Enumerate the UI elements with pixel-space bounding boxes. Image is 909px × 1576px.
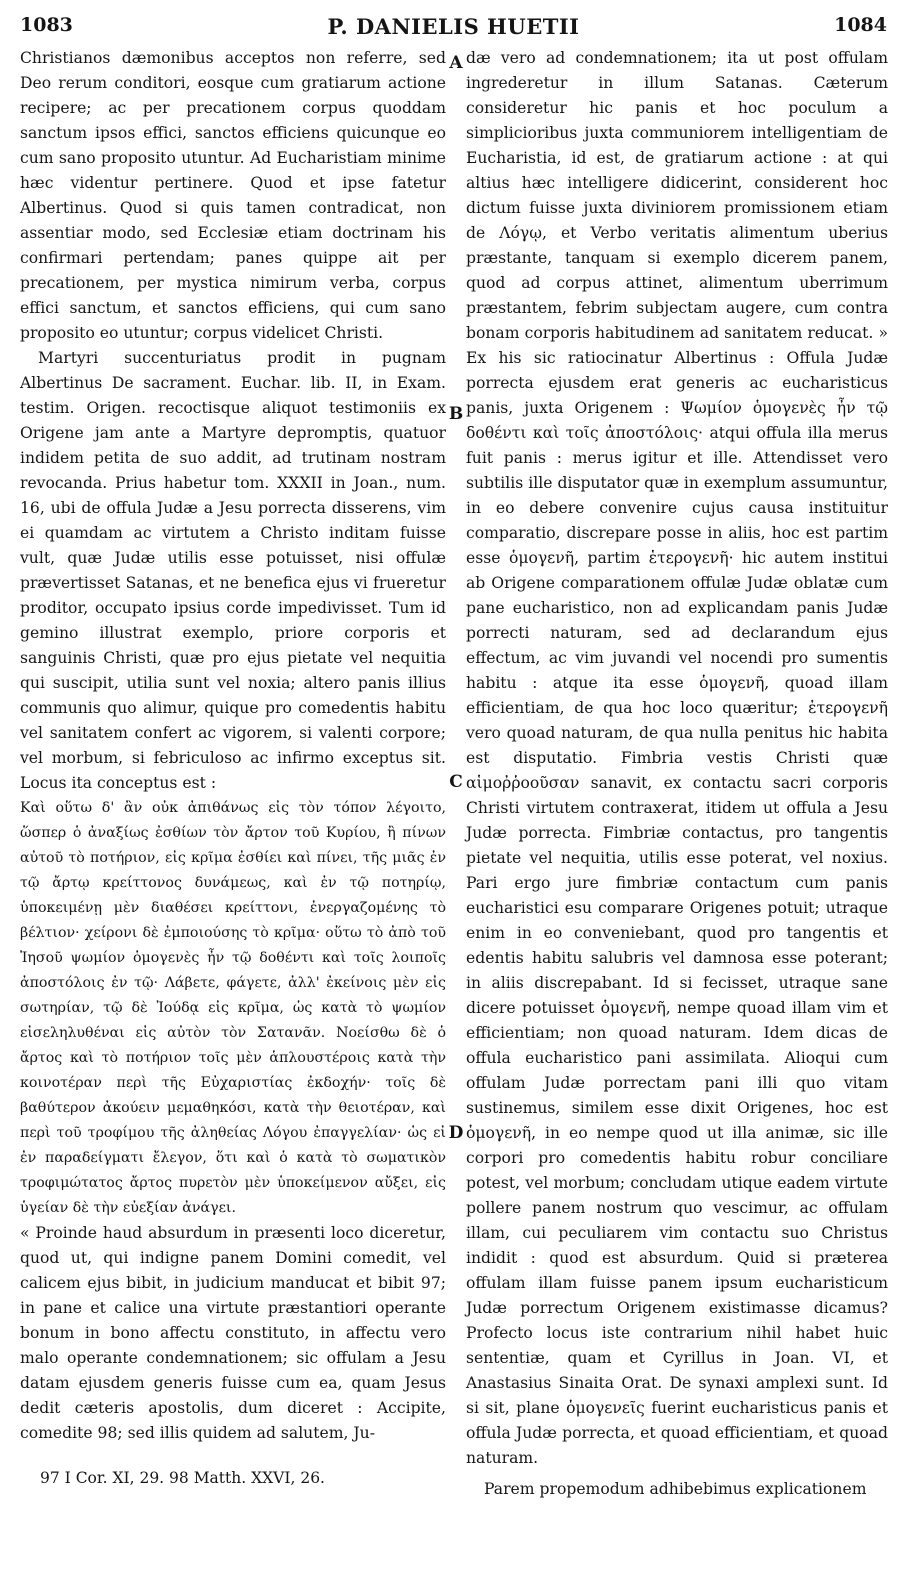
greek-quotation: Καὶ οὕτω δ' ἂν οὐκ ἀπιθάνως εἰς τὸν τόπον λέγοιτο, ὥσπερ ὁ ἀναξίως ἐσθίων τὸν ἄρτον τοῦ Κυρίου, ἢ πίνων αὐτοῦ τὸ ποτήριον, εἰς κρῖμα ἐσθίει καὶ πίνει, τῆς μιᾶς ἐν τῷ ἄρτῳ κρείττονος δυνάμεως, καὶ ἐν τῷ ποτηρίῳ, ὑποκειμένῃ μὲν διαθέσει κρείττονι, ἐνεργαζομένης τὸ βέλτιον· χείρονι δὲ ἐμποιούσης τὸ κρῖμα· οὕτω τὸ ἀπὸ τοῦ Ἰησοῦ ψωμίον ὁμογενὲς ἦν τῷ δοθέντι καὶ τοῖς λοιποῖς ἀποστόλοις ἐν τῷ· Λάβετε, φάγετε, ἀλλ' ἐκείνοις μὲν εἰς σωτηρίαν, τῷ δὲ Ἰούδᾳ εἰς κρῖμα, ὡς κατὰ τὸ ψωμίον εἰσεληλυθέναι εἰς αὐτὸν τὸν Σατανᾶν. Νοείσθω δὲ ὁ ἄρτος καὶ τὸ ποτήριον τοῖς μὲν ἁπλουστέροις κατὰ τὴν κοινοτέραν περὶ τῆς Εὐχαριστίας ἐκδοχήν· τοῖς δὲ βαθύτερον ἀκούειν μεμαθηκόσι, κατὰ τὴν θειοτέραν, καὶ περὶ τοῦ τροφίμου τῆς ἀληθείας Λόγου ἐπαγγελίαν· ὡς εἰ ἐν παραδείγματι ἔλεγον, ὅτι καὶ ὁ κατὰ τὸ σωματικὸν τροφιμώτατος ἄρτος πυρετὸν μὲν ὑποκείμενον αὔξει, εἰς ὑγείαν δὲ τὴν εὐεξίαν ἀνάγει. (20, 800, 446, 1216)
right-column (466, 46, 888, 1498)
paragraph: Martyri succenturiatus prodit in pugnam Albertinus De sacrament. Euchar. lib. II, in Exam. testim. Origen. recoctisque aliquot testimoniis ex Origene jam ante a Martyre depromptis, quatuor indidem petita de suo addit, ad trutinam nostram revocanda. Prius habetur tom. XXXII in Joan., num. 16, ubi de offula Judæ a Jesu porrecta disserens, vim ei quamdam ac virtutem a Christo inditam fuisse vult, quæ Judæ utilis esse potuisset, nisi offulæ prævertisset Satanas, et ne benefica ejus vi frueretur proditor, occupato ipsius corde impedivisset. Tum id gemino illustrat exemplo, priore corporis et sanguinis Christi, quæ pro ejus pietate vel nequitia qui suscipit, utilia sunt vel noxia; altero panis illius communis quo alimur, quique pro comedentis habitu vel sanitatem confert ac vigorem, si valenti corpore; vel morbum, si febriculoso ac infirmo exceptus sit. Locus ita conceptus est : (20, 349, 446, 792)
paragraph: dæ vero ad condemnationem; ita ut post offulam ingrederetur in illum Satanas. Cæterum consideretur hic panis et hoc poculum a simplicioribus juxta communiorem intelligentiam de Eucharistia, id est, de gratiarum actione : at qui altius hæc intelligere didicerint, considerent hoc dictum fuisse juxta diviniorem promissionem etiam de Λόγῳ, et Verbo veritatis alimentum uberius præstante, tanquam si exemplo dicerem panem, quod ad corpus attinet, alimentum uberrimum præstantem, febrim subjectam augere, cum contra bonam corporis habitudinem ad sanitatem reducat. » Ex his sic ratiocinatur Albertinus : Offula Judæ porrecta ejusdem erat generis ac eucharisticus panis, juxta Origenem : Ψωμίον ὁμογενὲς ἦν τῷ δοθέντι καὶ τοῖς ἀποστόλοις· atqui offula illa merus fuit panis : merus igitur et ille. Attendisset vero subtilis ille disputator quæ in exemplum assumuntur, in eo debere convenire cujus causa instituitur comparatio, discrepare posse in aliis, hoc est partim esse ὁμογενῆ, partim ἑτερογενῆ· hic autem institui ab Origene comparationem offulæ Judæ oblatæ cum pane eucharistico, non ad explicandam panis Judæ porrecti naturam, sed ad declarandum ejus effectum, ac vim juvandi vel nocendi pro sumentis habitu : atque ita esse ὁμογενῆ, quoad illam efficientiam, de qua hoc loco quæritur; ἑτερογενῆ vero quoad naturam, de qua nulla penitus hic habita est disputatio. Fimbria vestis Christi quæ αἱμοῤῥοοῦσαν sanavit, ex contactu sacri corporis Christi virtutem contraxerat, itidem ut offula a Jesu Judæ porrecta. Fimbriæ contactus, pro tangentis pietate vel nequitia, utilis esse poterat, vel noxius. Pari ergo jure fimbriæ contactum cum panis eucharistici esu comparare Origenes potuit; utraque enim in eo conveniebant, quod pro tangentis et edentis habitu salubris vel damnosa esse poterant; in aliis discrepabant. Id si fecisset, utraque sane dicere potuisset ὁμογενῆ, nempe quoad illam vim et efficientiam; non quoad naturam. Idem dicas de offula eucharistico pani assimilata. Alioqui cum offulam Judæ porrectam pani illi quo vitam sustinemus, similem esse dixit Origenes, hoc est ὁμογενῆ, in eo nempe quod ut illa animæ, sic ille corpori pro comedentis habitu robur conciliare potest, vel morbum; concludam utique eadem virtute pollere panem nostrum quo vescimur, ac offulam illam, cui peculiarem vim contactu suo Christus indidit : quod est absurdum. Quid si præterea offulam illam fuisse panem ipsum eucharisticum Judæ porrectum Origenem existimasse dicamus? Profecto locus iste contrarium nihil habet huic sententiæ, quam et Cyrillus in Joan. VI, et Anastasius Sinaita Orat. De synaxi amplexi sunt. Id si sit, plane ὁμογενεῖς fuerint eucharisticus panis et offula Judæ porrecta, et quoad efficientiam, et quoad naturam. (466, 49, 888, 1467)
margin-marker-a: A (449, 53, 463, 73)
left-column (20, 46, 446, 1461)
margin-marker-d: D (448, 1123, 464, 1143)
paragraph: « Proinde haud absurdum in præsenti loco diceretur, quod ut, qui indigne panem Domini comedit, vel calicem ejus bibit, in judicium manducat et bibit 97; in pane et calice una virtute præstantiori operante bonum in bono affectu constituto, in affectu vero malo operante condemnationem; sic offulam a Jesu datam ejusdem generis fuisse cum ea, quam Jesus dedit cæteris apostolis, dum diceret : Accipite, comedite 98; sed illis quidem ad salutem, Ju- (20, 1224, 446, 1442)
right-page-number: 1084 (834, 14, 887, 36)
margin-marker-c: C (449, 772, 463, 792)
footnotes: 97 I Cor. XI, 29. 98 Matth. XXVI, 26. (40, 1469, 325, 1487)
paragraph: Christianos dæmonibus acceptos non referre, sed Deo rerum conditori, eosque cum gratiarum actione recipere; ac per precationem corpus quoddam sanctum ipsos effici, sanctos efficiens quicunque eo cum sano proposito utuntur. Ad Eucharistiam minime hæc videntur pertinere. Quod et ipse fatetur Albertinus. Quod si quis tamen contradicat, non assentiar modo, sed Ecclesiæ etiam doctrinam his confirmari pertendam; panes quippe ait per precationem, per mystica nimirum verba, corpus effici sanctum, et sanctos efficiens, qui cum sano proposito eo utuntur; corpus videlicet Christi. (20, 49, 446, 342)
page-header (20, 14, 887, 44)
margin-marker-b: B (448, 404, 464, 424)
left-page-number: 1083 (20, 14, 73, 36)
running-title: P. DANIELIS HUETII (327, 14, 580, 39)
paragraph: Parem propemodum adhibebimus explicationem (484, 1480, 867, 1498)
